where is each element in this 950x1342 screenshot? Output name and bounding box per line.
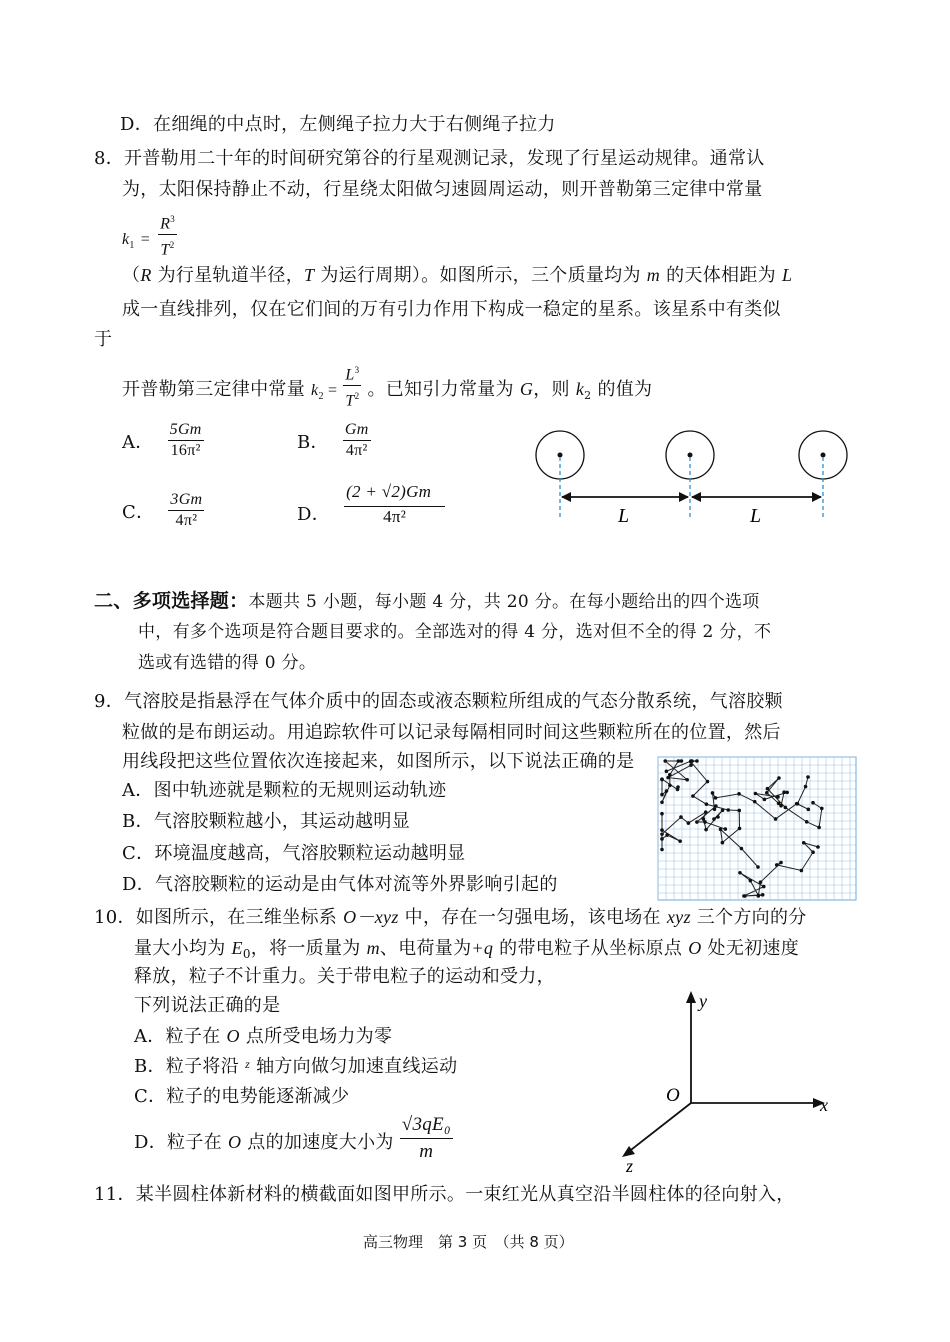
q7-option-d: D．在细绳的中点时，左侧绳子拉力大于右侧绳子拉力: [120, 114, 556, 135]
q9-option-c: C．环境温度越高，气溶胶颗粒运动越明显: [122, 843, 466, 864]
q8-line-6: 开普勒第三定律中常量 $k_2$ = $\frac{L^3}{T^2}$ 。已知引力常量为 G，则 $k_2$ 的值为: [122, 360, 652, 408]
three-star-figure: [530, 425, 860, 525]
q9-line-1: 9．气溶胶是指悬浮在气体介质中的固态或液态颗粒所组成的气态分散系统，气溶胶颗: [94, 691, 783, 712]
q10-line-2: 量大小均为 $E_0$，将一质量为 m、电荷量为+q 的带电粒子从坐标原点 O 处无初速度: [134, 938, 800, 961]
q9-line-2: 粒做的是布朗运动。用追踪软件可以记录每隔相同时间这些颗粒所在的位置，然后: [122, 722, 781, 743]
q8-line-3: （R 为行星轨道半径，T 为运行周期）。如图所示，三个质量均为 m 的天体相距为 L: [122, 265, 793, 286]
q8-option-b: B． $\frac{Gm}{\text{4π²}}$: [297, 421, 369, 459]
q9-line-3: 用线段把这些位置依次连接起来，如图所示，以下说法正确的是: [122, 751, 635, 772]
x-axis-label: x: [820, 1095, 828, 1115]
q9-option-d: D．气溶胶颗粒的运动是由气体对流等外界影响引起的: [122, 874, 558, 895]
q8-line-5: 于: [94, 329, 113, 350]
distance-label-2: L: [750, 505, 762, 527]
q10-option-d: D．粒子在 O 点的加速度大小为 $\frac{\text{√3qE₀}}{m}$: [134, 1114, 451, 1162]
q10-option-a: A．粒子在 O 点所受电场力为零: [134, 1026, 393, 1047]
z-axis-label: z: [626, 1156, 634, 1176]
q8-option-a: A． $\frac{5Gm}{\text{16π²}}$: [122, 421, 202, 459]
q10-option-b: B．粒子将沿 $^z$ 轴方向做匀加速直线运动: [134, 1056, 458, 1077]
q8-line-2: 为，太阳保持静止不动，行星绕太阳做匀速圆周运动，则开普勒第三定律中常量: [122, 179, 763, 200]
q10-line-4: 下列说法正确的是: [134, 995, 281, 1016]
section2-line-1: 二、多项选择题：本题共 5 小题，每小题 4 分，共 20 分。在每小题给出的四个选项: [94, 590, 760, 612]
origin-label: O: [666, 1085, 680, 1106]
section2-line-2: 中，有多个选项是符合题目要求的。全部选对的得 4 分，选对但不全的得 2 分，不: [138, 622, 772, 642]
q9-option-a: A．图中轨迹就是颗粒的无规则运动轨迹: [122, 780, 447, 801]
distance-label-1: L: [618, 505, 630, 527]
y-axis-label: y: [699, 991, 707, 1011]
q10-line-1: 10．如图所示，在三维坐标系 O－xyz 中，存在一匀强电场，该电场在 xyz 三个方向的分: [94, 907, 807, 928]
q8-k1-formula: $k_1$ = $\frac{R^3}{T^2}$: [122, 209, 177, 255]
section2-line-3: 选或有选错的得 0 分。: [138, 653, 317, 673]
q8-line-4: 成一直线排列，仅在它们间的万有引力作用下构成一稳定的星系。该星系中有类似: [122, 299, 781, 320]
q10-line-3: 释放，粒子不计重力。关于带电粒子的运动和受力，: [134, 966, 555, 987]
q10-option-c: C．粒子的电势能逐渐减少: [134, 1086, 350, 1107]
q8-line-1: 8．开普勒用二十年的时间研究第谷的行星观测记录，发现了行星运动规律。通常认: [94, 148, 765, 169]
brownian-motion-figure: [658, 757, 856, 900]
q8-option-d: D． $\frac{(2 + √2)Gm}{\text{4π²}}$: [297, 482, 445, 540]
q9-option-b: B．气溶胶颗粒越小，其运动越明显: [122, 811, 411, 832]
z-axis: [627, 1103, 691, 1153]
coordinate-axes-figure: [615, 988, 855, 1178]
q11-line-1: 11．某半圆柱体新材料的横截面如图甲所示。一束红光从真空沿半圆柱体的径向射入，: [94, 1184, 795, 1205]
page-footer: 高三物理 第 3 页 （共 8 页）: [363, 1233, 574, 1251]
q8-option-c: C． $\frac{3Gm}{\text{4π²}}$: [122, 491, 203, 529]
